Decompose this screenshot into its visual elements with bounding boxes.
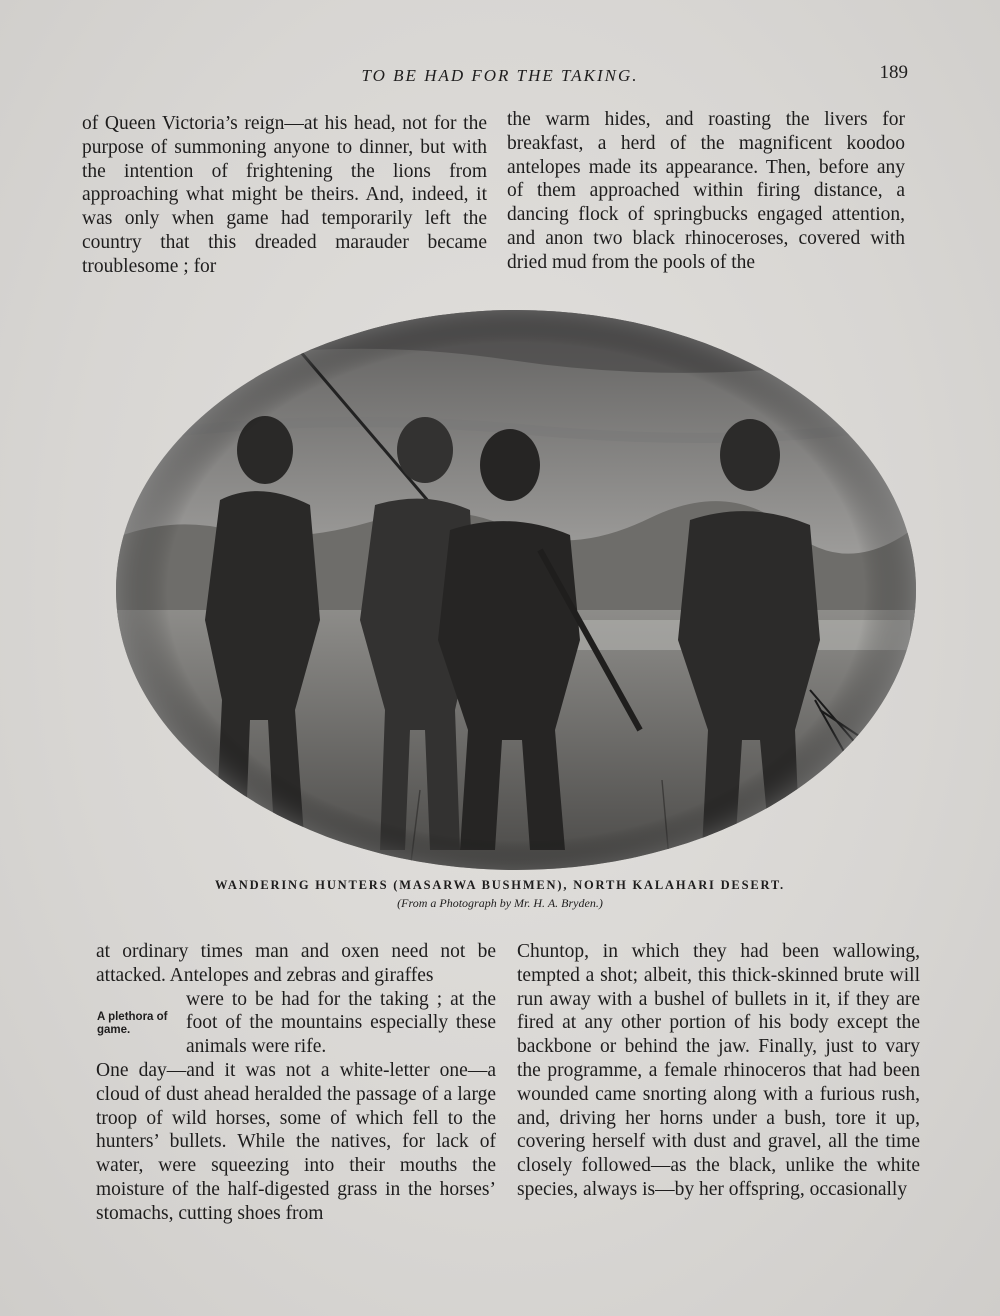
caption-title: WANDERING HUNTERS (MASARWA BUSHMEN), NORTH KALAHARI DESERT. <box>215 878 785 892</box>
page-number: 189 <box>879 62 908 83</box>
top-right-paragraph: the warm hides, and roasting the livers for breakfast, a herd of the magnificent koodoo antelopes made its appearance. Then, before any of them approached within firing distance, a dancing flock of springbucks engaged attention, and anon two black rhinoceroses, covered with dried mud from the pools of the <box>507 109 905 273</box>
caption-credit: (From a Photograph by Mr. H. A. Bryden.) <box>397 896 603 910</box>
bottom-left-rest: One day—and it was not a white-letter one—a cloud of dust ahead heralded the passage of a large troop of wild horses, some of which fell to the hunters’ bullets. While the natives, for lack of water, were squeezing into their mouths the moisture of the half-digested grass in the horses’ stomachs, cutting shoes from <box>96 1059 496 1224</box>
bottom-left-column <box>96 940 496 1226</box>
figure-caption <box>0 878 1000 911</box>
bottom-left-indented: were to be had for the taking ; at the foot of the mountains especially these animals were rife. <box>186 988 496 1058</box>
margin-note: A plethora of game. <box>97 1011 168 1036</box>
top-left-column <box>82 112 487 279</box>
bottom-right-column <box>517 940 920 1202</box>
bottom-left-lead: at ordinary times man and oxen need not be attacked. Antelopes and zebras and giraffes <box>96 941 496 986</box>
running-head <box>0 62 1000 92</box>
top-left-paragraph: of Queen Victoria’s reign—at his head, not for the purpose of summoning anyone to dinner, but with the intention of frightening the lions from approaching what might be theirs. And, indeed, it was only when game had temporarily left the country that this dreaded marauder became troublesome ; for <box>82 113 487 277</box>
photo-illustration <box>110 290 922 870</box>
running-title: TO BE HAD FOR THE TAKING. <box>361 66 639 85</box>
hunters-photograph <box>110 290 922 870</box>
bottom-right-paragraph: Chuntop, in which they had been wallowing, tempted a shot; albeit, this thick-skinned brute will run away with a bushel of bullets in it, if they are fired at any other portion of his body except the backbone or behind the jaw. Finally, just to vary the programme, a female rhinoceros that had been wounded came snorting along with a furious rush, and, driving her horns under a bush, tore it up, covering herself with dust and gravel, all the time closely followed—as the black, unlike the white species, always is—by her offspring, occasionally <box>517 941 920 1200</box>
top-right-column <box>507 108 905 275</box>
